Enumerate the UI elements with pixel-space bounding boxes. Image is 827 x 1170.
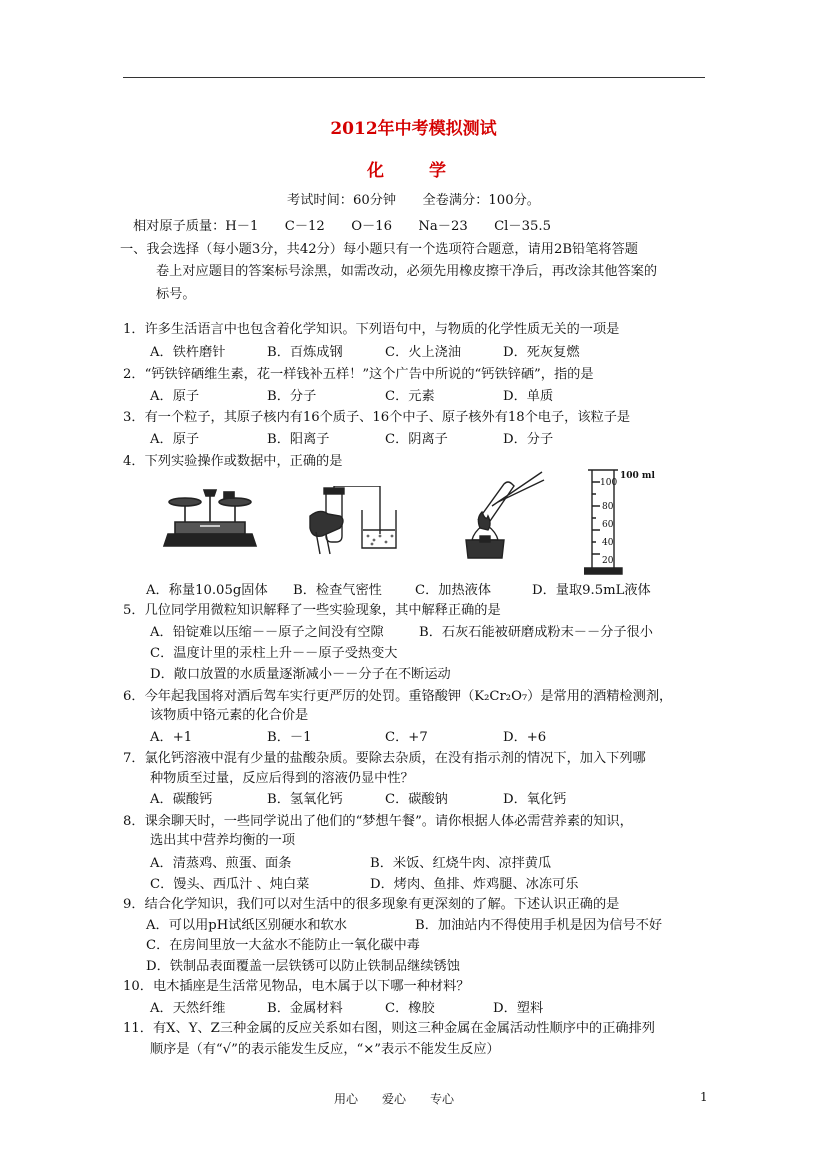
measuring-cylinder-icon [584,468,688,576]
header-rule [123,77,705,78]
option: C．+7 [385,730,428,745]
section-instructions-3: 标号。 [156,287,196,302]
page-number: 1 [700,1090,708,1104]
option: A．碳酸钙 [150,792,213,807]
question-options [146,583,651,599]
question-stem: 7．氯化钙溶液中混有少量的盐酸杂质。要除去杂质，在没有指示剂的情况下，加入下列哪 [123,751,646,766]
option: D．塑料 [493,1001,544,1016]
question-stem: 11．有X、Y、Z三种金属的反应关系如右图，则这三种金属在金属活动性顺序中的正确排列 [123,1021,655,1036]
option: B．石灰石能被研磨成粉末－－分子很小 [419,625,653,640]
airtightness-check-icon [306,486,402,556]
page-title: 2012年中考模拟测试 [330,119,497,139]
option: B．氢氧化钙 [267,792,343,807]
option: C．元素 [385,389,435,404]
exam-info: 考试时间：60分钟 全卷满分：100分。 [287,193,540,208]
question-options [150,792,566,808]
question-options [146,918,662,934]
option: B．金属材料 [267,1001,343,1016]
option: B．－1 [267,730,312,745]
question-options [150,877,578,893]
cylinder-mark: 80 [602,502,614,512]
cylinder-mark: 60 [602,520,614,530]
option: B．米饭、红烧牛肉、凉拌黄瓜 [370,856,552,871]
option: C．碳酸钠 [385,792,448,807]
option: A．铅锭难以压缩－－原子之间没有空隙 [150,625,384,640]
option: C．橡胶 [385,1001,435,1016]
option: A．原子 [150,389,200,404]
option: C．在房间里放一大盆水不能防止一氧化碳中毒 [146,938,420,953]
option: D．+6 [503,730,547,745]
option: B．分子 [267,389,317,404]
option: A．铁杵磨针 [150,345,226,360]
heating-liquid-icon [452,470,548,560]
option: D．氧化钙 [503,792,567,807]
question-stem: 2．“钙铁锌硒维生素，花一样钱补五样！”这个广告中所说的“钙铁锌硒”，指的是 [123,367,594,382]
option: B．加油站内不得使用手机是因为信号不好 [415,918,663,933]
option: C．馒头、西瓜汁 、炖白菜 [150,877,310,892]
option: B．检查气密性 [293,583,382,598]
option: A．称量10.05g固体 [146,583,268,598]
atomic-masses: 相对原子质量：H－1 C－12 O－16 Na－23 Cl－35.5 [133,219,551,234]
question-stem: 9．结合化学知识，我们可以对生活中的很多现象有更深刻的了解。下述认识正确的是 [123,897,620,912]
question-options [150,1001,543,1017]
option: A．原子 [150,432,200,447]
question-stem: 5．几位同学用微粒知识解释了一些实验现象，其中解释正确的是 [123,603,501,618]
question-stem: 10．电木插座是生活常见物品，电木属于以下哪一种材料？ [123,979,470,994]
question-stem-cont: 选出其中营养均衡的一项 [150,833,296,848]
question-stem: 3．有一个粒子，其原子核内有16个质子、16个中子、原子核外有18个电子，该粒子是 [123,410,631,425]
option: A．天然纤维 [150,1001,226,1016]
option: C．阴离子 [385,432,448,447]
question-stem: 4．下列实验操作或数据中，正确的是 [123,454,343,469]
cylinder-label: 100 ml [620,471,655,481]
option: C．温度计里的汞柱上升－－原子受热变大 [150,646,398,661]
question-stem: 8．课余聊天时，一些同学说出了他们的“梦想午餐”。请你根据人体必需营养素的知识， [123,814,633,829]
question-stem: 1．许多生活语言中也包含着化学知识。下列语句中，与物质的化学性质无关的一项是 [123,322,620,337]
option: A．可以用pH试纸区别硬水和软水 [146,918,347,933]
option: D．铁制品表面覆盖一层铁锈可以防止铁制品继续锈蚀 [146,959,460,974]
question-options [150,730,546,746]
question-options [150,389,553,405]
cylinder-mark: 100 [600,478,618,488]
balance-scale-icon [160,482,260,554]
footer-motto: 用心 爱心 专心 [334,1092,455,1106]
cylinder-mark: 40 [602,538,614,548]
option: D．量取9.5mL液体 [532,583,651,598]
option: B．百炼成钢 [267,345,343,360]
question-stem-cont: 顺序是（有“√”的表示能发生反应，“×”表示不能发生反应） [150,1042,500,1057]
option: D．分子 [503,432,554,447]
section-instructions-2: 卷上对应题目的答案标号涂黑，如需改动，必须先用橡皮擦干净后，再改涂其他答案的 [156,264,658,279]
option: A．清蒸鸡、煎蛋、面条 [150,856,292,871]
option: C．加热液体 [415,583,492,598]
question-stem-cont: 该物质中铬元素的化合价是 [150,708,309,723]
option: D．单质 [503,389,554,404]
option: D．死灰复燃 [503,345,580,360]
cylinder-mark: 20 [602,556,614,566]
question-stem-cont: 种物质至过量，反应后得到的溶液仍显中性？ [150,771,414,786]
question-options [150,345,580,361]
option: A．+1 [150,730,193,745]
question-options [150,432,553,448]
question-options [150,856,551,872]
subject-title: 化 学 [367,161,460,181]
option: D．烤肉、鱼排、炸鸡腿、冰冻可乐 [370,877,579,892]
question-options [150,625,653,641]
question-stem: 6．今年起我国将对酒后驾车实行更严厉的处罚。重铬酸钾（K₂Cr₂O₇）是常用的酒精检测剂， [123,689,673,704]
option: D．敞口放置的水质量逐渐减小－－分子在不断运动 [150,667,451,682]
option: B．阳离子 [267,432,330,447]
option: C．火上浇油 [385,345,462,360]
section-instructions-1: 一、我会选择（每小题3分，共42分）每小题只有一个选项符合题意，请用2B铅笔将答题 [120,242,638,257]
